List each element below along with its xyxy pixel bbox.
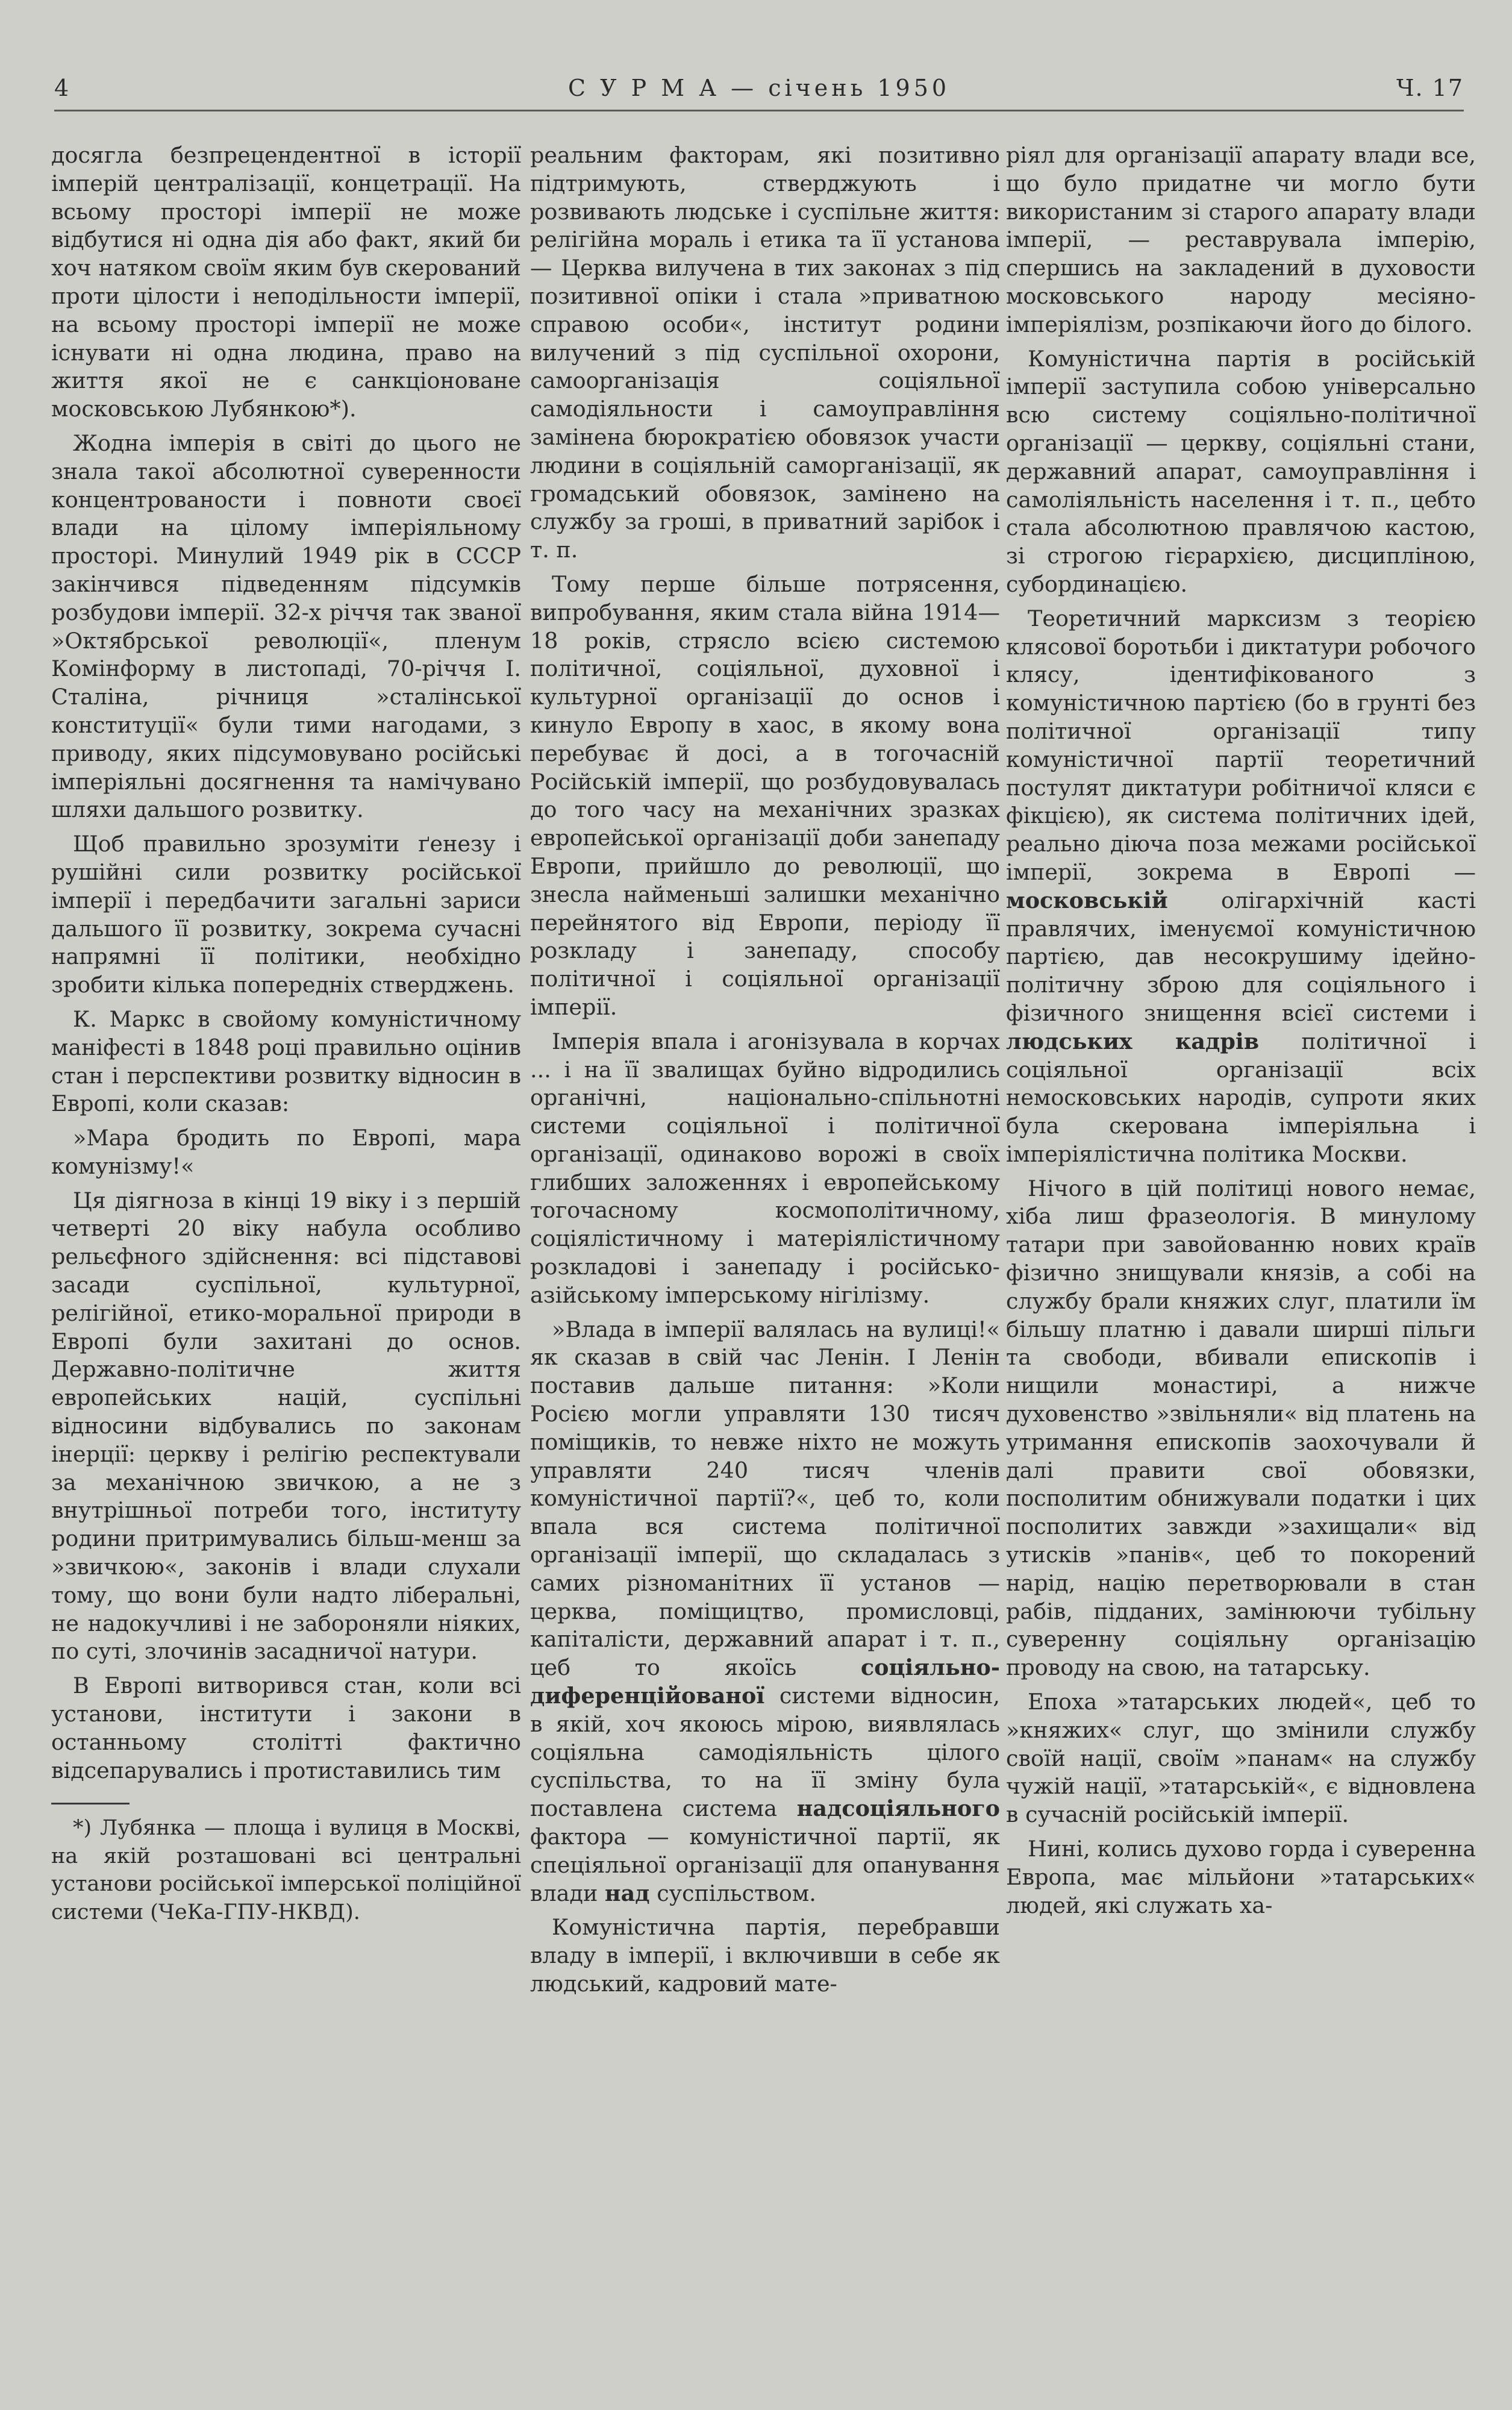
paragraph-text: системи відносин, в якій, хоч якоюсь мірою, виявлялась соціяльна самодіяльність цілого суспільства, то на її зміну була поставлена система [530,1683,1000,1822]
page-header [54,67,1464,111]
emphasis-text: надсоціяльного [796,1795,1000,1822]
quote: »Мара бродить по Европі, мара комунізму!« [51,1125,521,1179]
paragraph [530,1316,1000,1908]
paragraph: Комуністична партія, перебравши владу в імперії, і включивши в себе як людський, кадровий мате- [530,1914,1000,1997]
paragraph: Нічого в цій політиці нового немає, хіба лиш фразеологія. В минулому татари при завойованню нових країв фізично знищували князів, а собі на службу брали княжих слуг, платили їм більшу платню і давали ширші пільги та свободи, вбивали епископів і нищили монастирі, а нижче духовенство »звільняли« від платень на утримання епископів заохочували й далі правити свої обовязки, посполитим обнижували податки і цих посполитих завжди »захищали« від утисків »панів«, цеб то покорений нарід, націю перетворювали в стан рабів, підданих, замінюючи тубільну суверенну соціяльну організацію проводу на свою, на татарську. [1006,1175,1476,1681]
column-2 [530,142,1000,2005]
paragraph: Щоб правильно зрозуміти ґенезу і рушійні сили розвитку російської імперії і передбачити загальні зариси дальшого її розвитку, зокрема сучасні напрямні її політики, необхідно зробити кілька попередніх стверджень. [51,831,521,998]
paragraph-text: політичної і соціяльної організації всіх немосковських народів, супроти яких була скерована імперіяльна і імперіялістична політика Москви. [1006,1028,1476,1167]
paragraph: ріял для організації апарату влади все, що було придатне чи могло бути використаним зі старого апарату влади імперії, — реставрувала імперію, спершись на закладений в духовости московського народу месіяно-імперіялізм, розпікаючи його до білого. [1006,142,1476,337]
footnote: *) Лубянка — площа і вулиця в Москві, на якій розташовані всі центральні установи російської імперської поліційної системи (ЧеКа-ГПУ-НКВД). [51,1816,521,1924]
paragraph: Ця діягноза в кінці 19 віку і з першій четверті 20 віку набула особливо рельєфного здійснення: всі підставові засади суспільної, культурної, релігійної, етико-моральної природи в Европі були захитані до основ. Державно-політичне життя европейських націй, суспільні відносини відбувались по законам інерції: церкву і релігію респектували за механічною звичкою, а не з внутрішньої потреби того, інституту родини притримувались більш-менш за »звичкою«, законів і влади слухали тому, що вони були надто ліберальні, не надокучливі і не забороняли ніяких, по суті, злочинів засадничої натури. [51,1187,521,1665]
paragraph: В Европі витворився стан, коли всі установи, інститути і закони в останньому столітті фактично відсепарувались і протиставились тим [51,1673,521,1783]
paragraph: Тому перше більше потрясення, випробування, яким стала війна 1914—18 років, стрясло всією системою політичної, соціяльної, духовної і культурної організації до основ і кинуло Европу в хаос, в якому вона перебуває й досі, а в тогочасній Російській імперії, що розбудовувалась до того часу на механічних зразках европейської організації доби занепаду Европи, прийшло до революції, що знесла найменьші залишки механічно перейнятого від Европи, періоду її розкладу і занепаду, способу політичної і соціяльної організації імперії. [530,571,1000,1020]
paragraph: реальним факторам, які позитивно підтримують, стверджують і розвивають людське і суспільне життя: релігійна мораль і етика та її установа — Церква вилучена в тих законах з під позитивної опіки і стала »приватною справою особи«, інститут родини вилучений з під суспільної охорони, самоорганізація соціяльної самодіяльности і самоуправління замінена бюрократією обовязок участи людини в соціяльній саморганізації, як громадський обовязок, замінено на службу за гроші, в приватний зарібок і т. п. [530,142,1000,563]
paragraph: Комуністична партія в російській імперії заступила собою універсально всю систему соціяльно-політичної організації — церкву, соціяльні стани, державний апарат, самоуправління і самоліяльність населення і т. п., цебто стала абсолютною правлячою кастою, зі строгою гієрархією, дисципліною, субординацією. [1006,345,1476,597]
paragraph-text: фактора — комуністичної партії, як спеціяльної організації для опанування влади [530,1824,1000,1906]
emphasis-text: над [604,1880,650,1906]
footnote-divider [51,1803,130,1804]
emphasis-text: соціяльно-диференційованої [530,1654,1000,1709]
paragraph: Нині, колись духово горда і суверенна Европа, має мільйони »татарських« людей, які служать ха- [1006,1836,1476,1918]
emphasis-text: московській [1006,887,1168,913]
paragraph: Жодна імперія в світі до цього не знала такої абсолютної суверенности концентрованости і повноти своєї влади на цілому імперіяльному просторі. Минулий 1949 рік в СССР закінчився підведенням підсумків розбудови імперії. 32-х річчя так званої »Октябрської революції«, пленум Комінформу в листопаді, 70-річчя І. Сталіна, річниця »сталінської конституції« були тими нагодами, з приводу, яких підсумовувано російські імперіяльні досягнення та намічувано шляхи дальшого розвитку. [51,430,521,823]
masthead-title: С У Р М А — січень 1950 [567,75,951,101]
emphasis-text: людських кадрів [1006,1028,1260,1054]
paragraph-text: »Влада в імперії валялась на вулиці!« як сказав в свій час Ленін. І Ленін поставив дальше питання: »Коли Росією могли управляти 130 тисяч поміщиків, то невже ніхто не можуть управляти 240 тисяч членів комуністичної партії?«, цеб то, коли впала вся система політичної організації імперії, що складалась з самих різноманітних її установ — церква, поміщицтво, промисловці, капіталісти, державний апарат і т. п., цеб то якоїсь [530,1316,1000,1681]
page-number: 4 [54,75,70,101]
issue-part: Ч. 17 [1396,75,1464,101]
paragraph [1006,605,1476,1169]
paragraph-text: олігархічній касті правлячих, іменуємої комуністичною партією, дав несокрушиму ідейно-політичну зброю для соціяльного і фізичного знищення всієї системи і [1006,887,1476,1026]
paragraph: К. Маркс в свойому комуністичному маніфесті в 1848 році правильно оцінив стан і перспективи розвитку відносин в Европі, коли сказав: [51,1006,521,1117]
column-3 [1006,142,1476,1926]
paragraph-text: Теоретичний марксизм з теорією клясової боротьби і диктатури робочого клясу, ідентифікованого з комуністичною партією (бо в грунті без політичної організації типу комуністичної партії теоретичний постулят диктатури робітничої кляси є фікцією), як система політичних ідей, реально діюча поза межами російської імперії, зокрема в Европі — [1006,605,1476,885]
paragraph: Епоха »татарських людей«, цеб то »княжих« слуг, що змінили службу своїй нації, своїм »панам« на службу чужій нації, »татарській«, є відновлена в сучасній російській імперії. [1006,1689,1476,1828]
column-1 [51,142,521,1932]
paragraph: Імперія впала і агонізувала в корчах ... і на її звалищах буйно відродились органічні, національно-спільнотні системи соціяльної і політичної організації, одинаково ворожі в своїх глибших заложеннях і европейському тогочасному космополітичному, соціялістичному і матеріялістичному розкладові і занепаду і російсько-азійському імперському нігілізму. [530,1028,1000,1308]
paragraph-text: суспільством. [657,1880,816,1906]
paragraph: досягла безпрецендентної в історії імперій централізації, концетрації. На всьому просторі імперії не може відбутися ні одна дія або факт, який би хоч натяком своїм яким був скерований проти цілости і неподільности імперії, на всьому просторі імперії не може існувати ні одна людина, право на життя якої не є санкціоноване московською Лубянкою*). [51,142,521,422]
